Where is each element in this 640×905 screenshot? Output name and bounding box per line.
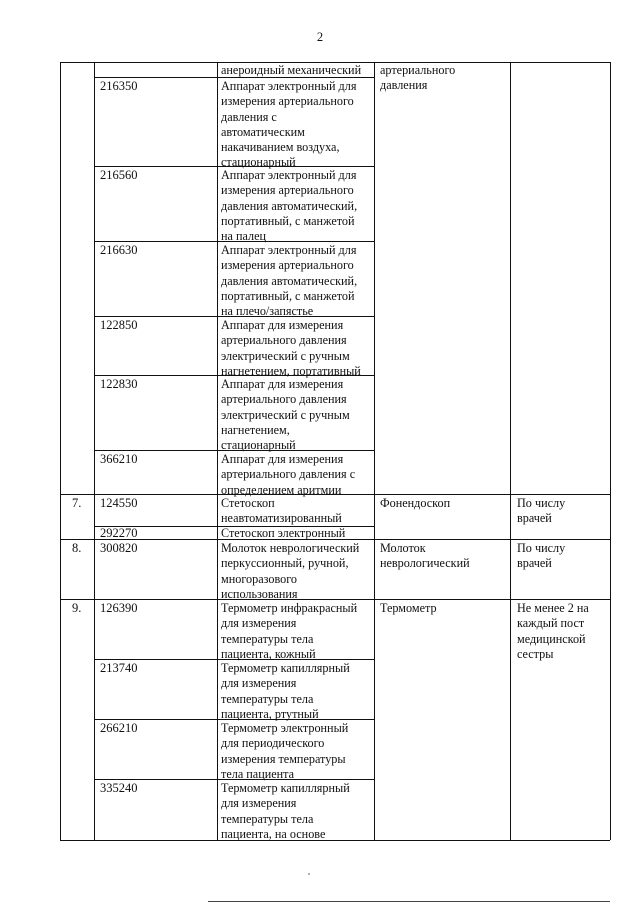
- type-line: артериального: [380, 63, 456, 77]
- code-cell: 366210: [100, 452, 138, 466]
- name-cell: [221, 79, 356, 171]
- name-line: измерения артериального: [221, 183, 354, 198]
- qty-line: каждый пост: [517, 616, 585, 631]
- name-cell: [221, 526, 345, 541]
- code-cell: 216350: [100, 79, 138, 93]
- table-row: [221, 63, 361, 78]
- type-line: Фонендоскоп: [380, 496, 451, 510]
- name-cell: [221, 168, 357, 244]
- name-line: перкуссионный, ручной,: [221, 556, 349, 571]
- name-line: для периодического: [221, 736, 325, 751]
- name-line: пациента, кожный: [221, 646, 316, 661]
- qty-line: сестры: [517, 646, 554, 661]
- qty-line: По числу: [517, 496, 566, 510]
- name-cell: [221, 661, 350, 722]
- code-cell: 124550: [100, 496, 138, 510]
- qty-line: медицинской: [517, 631, 586, 646]
- name-line: давления с: [221, 109, 277, 124]
- name-line: неавтоматизированный: [221, 511, 342, 526]
- name-line: определением аритмии: [221, 482, 342, 497]
- name-cell: [221, 243, 357, 319]
- code-cell: 122850: [100, 318, 138, 332]
- name-line: тела пациента: [221, 766, 295, 781]
- row-number: 7.: [72, 496, 82, 510]
- name-cell: [221, 377, 350, 453]
- name-line: стационарный: [221, 438, 296, 453]
- name-line: Термометр инфракрасный: [221, 601, 358, 615]
- name-line: Термометр капиллярный: [221, 781, 350, 795]
- name-line: Термометр электронный: [221, 721, 349, 735]
- type-line: Термометр: [380, 601, 437, 615]
- row-number: 9.: [72, 601, 82, 615]
- code-cell: 213740: [100, 661, 138, 675]
- qty-line: врачей: [517, 556, 552, 571]
- name-line: Аппарат электронный для: [221, 168, 357, 182]
- name-line: Термометр капиллярный: [221, 661, 350, 675]
- code-cell: 126390: [100, 601, 138, 615]
- name-cell: [221, 496, 342, 527]
- device-type-cell: [380, 601, 437, 616]
- page-number: 2: [316, 30, 324, 44]
- code-cell: 335240: [100, 781, 138, 795]
- name-line: температуры тела: [221, 811, 314, 826]
- name-line: температуры тела: [221, 691, 314, 706]
- name-line: многоразового: [221, 571, 298, 586]
- qty-line: врачей: [517, 511, 552, 526]
- name-line: накачиванием воздуха,: [221, 140, 340, 155]
- name-line: артериального давления: [221, 333, 347, 348]
- column-divider: [510, 62, 511, 840]
- name-cell: [221, 541, 359, 602]
- name-line: для измерения: [221, 616, 297, 631]
- name-line: Аппарат электронный для: [221, 243, 357, 257]
- name-line: Аппарат электронный для: [221, 79, 357, 93]
- code-cell: 216630: [100, 243, 138, 257]
- name-line: давления автоматический,: [221, 273, 358, 288]
- name-line: нагнетением,: [221, 422, 290, 437]
- name-line: на палец: [221, 229, 267, 244]
- name-line: артериального давления с: [221, 467, 356, 482]
- name-line: Аппарат для измерения: [221, 318, 344, 332]
- quantity-cell: [517, 601, 589, 662]
- name-line: пациента, на основе: [221, 826, 326, 841]
- name-cell: [221, 781, 350, 842]
- name-line: измерения температуры: [221, 751, 346, 766]
- name-line: пациента, ртутный: [221, 706, 319, 721]
- type-line: давления: [380, 78, 428, 93]
- name-line: Аппарат для измерения: [221, 377, 344, 391]
- name-line: для измерения: [221, 796, 297, 811]
- name-cell: [221, 318, 361, 379]
- name-line: нагнетением, портативный: [221, 363, 361, 378]
- name-line: портативный, с манжетой: [221, 288, 355, 303]
- page-edge-line: [208, 901, 610, 902]
- qty-line: Не менее 2 на: [517, 601, 589, 615]
- device-type-cell: [380, 541, 470, 572]
- quantity-cell: [517, 496, 565, 527]
- table-border-right: [610, 62, 611, 840]
- name-line: автоматическим: [221, 124, 305, 139]
- name-line: стационарный: [221, 155, 296, 170]
- table-border-left: [60, 62, 61, 840]
- name-line: давления автоматический,: [221, 198, 358, 213]
- code-cell: 292270: [100, 526, 138, 540]
- column-divider: [374, 62, 375, 840]
- quantity-cell: [517, 541, 565, 572]
- name-line: на плечо/запястье: [221, 304, 314, 319]
- row-number: 8.: [72, 541, 82, 555]
- name-line: использования: [221, 586, 298, 601]
- name-cell: [221, 601, 357, 662]
- name-line: электрический с ручным: [221, 407, 350, 422]
- name-line: Молоток неврологический: [221, 541, 360, 555]
- name-line: Аппарат для измерения: [221, 452, 344, 466]
- scan-speck: [308, 873, 310, 875]
- type-line: неврологический: [380, 556, 470, 571]
- column-divider: [217, 62, 218, 840]
- code-cell: 300820: [100, 541, 138, 555]
- code-cell: 216560: [100, 168, 138, 182]
- name-cell: [221, 721, 348, 782]
- device-type-cell: [380, 496, 450, 511]
- name-line: артериального давления: [221, 392, 347, 407]
- type-line: Молоток: [380, 541, 426, 555]
- name-line: электрический с ручным: [221, 348, 350, 363]
- name-line: измерения артериального: [221, 258, 354, 273]
- name-line: Стетоскоп электронный: [221, 526, 346, 540]
- name-line: для измерения: [221, 676, 297, 691]
- code-cell: 122830: [100, 377, 138, 391]
- name-line: портативный, с манжетой: [221, 213, 355, 228]
- code-cell: 266210: [100, 721, 138, 735]
- name-line: температуры тела: [221, 631, 314, 646]
- name-line: измерения артериального: [221, 94, 354, 109]
- name-line: Стетоскоп: [221, 496, 275, 510]
- name-cell: [221, 452, 355, 498]
- name-line: анероидный механический: [221, 63, 362, 77]
- device-type-cell: [380, 63, 455, 94]
- qty-line: По числу: [517, 541, 566, 555]
- column-divider: [94, 62, 95, 840]
